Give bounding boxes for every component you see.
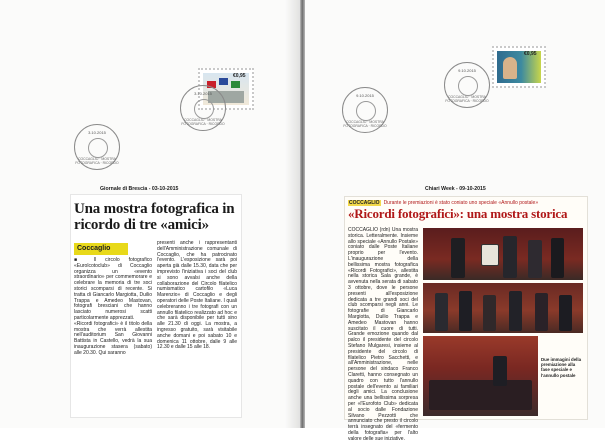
cancellation-text: COCCAGLIO · MOSTRA FOTOGRAFICA · RICORDO bbox=[445, 95, 489, 103]
cancellation-date: 3.10.2015 bbox=[194, 91, 212, 96]
cancellation-date: 3.10.2015 bbox=[88, 130, 106, 135]
photo-group-on-stage bbox=[423, 283, 583, 333]
kicker-place: COCCAGLIO bbox=[349, 200, 380, 206]
clipping-source-left: Giornale di Brescia - 03-10-2015 bbox=[100, 186, 179, 192]
kicker-text: Durante le premiazioni è stato coniato uno speciale «Annullo postale» bbox=[383, 200, 539, 206]
cancellation-mark-right-upper bbox=[444, 62, 490, 108]
photo-audience-hall bbox=[423, 336, 538, 416]
postage-stamp-right bbox=[492, 46, 546, 88]
stamp-portrait bbox=[503, 57, 517, 79]
page-shadow-left bbox=[285, 0, 300, 428]
clipping-headline: Una mostra fotografica in ricordo di tre «amici» bbox=[74, 201, 235, 233]
place-tag: Coccaglio bbox=[74, 243, 128, 255]
clipping-source-right: Chiari Week - 09-10-2015 bbox=[425, 186, 486, 192]
article-column-2: presenti anche i rappresentanti dell'Amministrazione comunale di Coccaglio, che ha patrocinato l'evento. L'esposizione sarà poi aperta già dalle 15.30, data che per imprevisto l'iniziativa i soci del club si sono avvalsi anche della collaborazione del Circolo filatelico numismatico cartofilo «Luca Marenzio» di Coccaglio e degli operatori delle Poste Italiane. I quali celebreranno i tre fotografi con un annullo filatelico realizzato ad hoc e che sarà disponibile per tutti sino alle 21.30 di oggi. La mostra, a ingresso gratuito, sarà visitabile anche domani e poi sabato 10 e domenica 11 ottobre, dalle 9 alle 12.30 e dalle 15 alle 18. bbox=[157, 240, 237, 351]
person-figure bbox=[535, 293, 548, 331]
person-figure bbox=[459, 291, 472, 331]
cancellation-date: 9.10.2015 bbox=[458, 68, 476, 73]
stamp-value-right: €0,95 bbox=[524, 51, 537, 57]
clipping-headline: «Ricordi fotografici»: una mostra storica bbox=[348, 206, 568, 221]
person-figure bbox=[503, 236, 517, 278]
photo-caption: Due immagini della premiazione alla fase speciale e l'annullo postale bbox=[541, 357, 582, 378]
article-column-1: COCCAGLIO (rdn) Una mostra storica. Letteralmente. Insieme allo speciale «Annullo Postale» coniato dalle Poste Italiane proprio per l'evento. L'inaugurazione della bellissima mostra fotografica «Ricordi Fotografici», allestita nella storica Sala grande, è avvenuta nella serata di sabato 3 ottobre, dove le persone presenti all'esposizione dedicata a tre grandi soci del club scomparsi negli anni. Le fotografie di Giancarlo Margiotta, Duilio Trappa e Amedeo Mastovan hanno suscitato il cuore di tutti. Grande emozione quando dal palco il presidente del circolo Stefano Mulgaresi, insieme al presidente del circolo di filatelico Pietro Sacchetti, e all'Amministrazione, nelle persone del sindaco Franco Claretti, hanno consegnato un quadro con tutto l'annullo postale dell'evento ai familiari degli amici. La conclusione anche una bellissima sorpresa per «l'Eurofoto Club» dedicata al socio dalle Fondazione Silvano Pezzotti che annunciato che presto il circolo terrà insegnato del «fermento della fotografia» per l'alto valore delle sue iniziative. bbox=[348, 227, 418, 442]
person-figure bbox=[509, 291, 522, 331]
cancellation-text: COCCAGLIO · MOSTRA FOTOGRAFICA · RICORDO bbox=[343, 120, 387, 128]
person-figure bbox=[551, 238, 564, 278]
cancellation-text: COCCAGLIO · MOSTRA FOTOGRAFICA · RICORDO bbox=[181, 118, 225, 126]
cancellation-mark-left-upper bbox=[180, 85, 226, 131]
article-column-1: ■ Il circolo fotografico «Eurolcotoclub» di Coccaglio organizza un «evento straordinario» per commemorare e celebrare la memoria di tre soci storici scomparsi di recente. Si tratta di Giancarlo Margiotta, Duilio Trappa e Amedeo Mastovan, fotografi bresciani che hanno lasciato numerosi scatti particolarmente apprezzati. «Ricordi fotografici» è il titolo della mostra che verrà allestita nell'auditorium San Giovanni Battista in Castello, vedrà la sua inaugurazione stasera (sabato) alle 20.30. Qui saranno bbox=[74, 257, 152, 356]
photo-award-ceremony bbox=[423, 228, 583, 280]
framed-annullo bbox=[481, 244, 499, 266]
cancellation-mark-left-lower bbox=[74, 124, 120, 170]
person-figure bbox=[559, 295, 572, 331]
hall-seats bbox=[429, 380, 532, 410]
flag-green bbox=[231, 81, 240, 88]
stamp-value-left: €0,95 bbox=[233, 73, 246, 79]
person-figure bbox=[435, 293, 448, 331]
newspaper-clipping-left bbox=[70, 194, 242, 418]
person-figure bbox=[528, 240, 542, 278]
flag-blue bbox=[219, 78, 228, 85]
person-figure bbox=[483, 295, 496, 331]
cancellation-text: COCCAGLIO · MOSTRA FOTOGRAFICA · RICORDO bbox=[75, 157, 119, 165]
cancellation-mark-right-lower bbox=[342, 87, 388, 133]
person-figure bbox=[493, 356, 507, 386]
cancellation-date: 9.10.2015 bbox=[356, 93, 374, 98]
person-figure bbox=[451, 238, 465, 278]
newspaper-clipping-right bbox=[344, 196, 588, 442]
